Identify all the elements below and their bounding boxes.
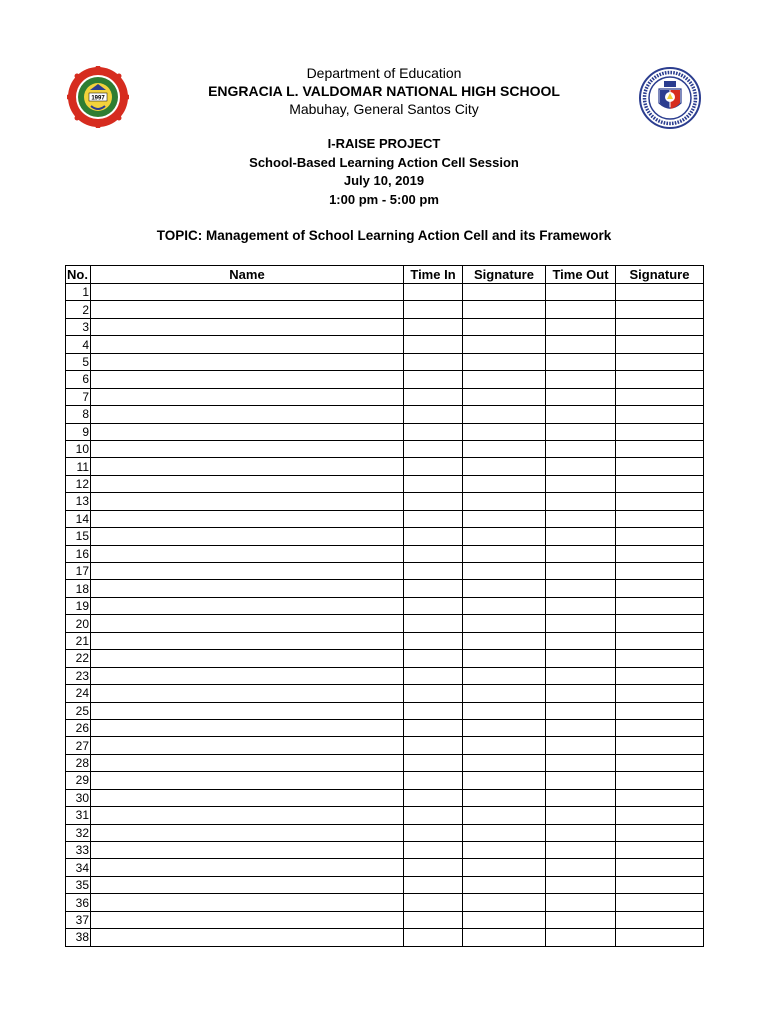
- signature-in-cell[interactable]: [463, 842, 546, 859]
- time-out-cell[interactable]: [546, 789, 616, 806]
- column-header-name: Name: [91, 266, 404, 284]
- signature-out-cell[interactable]: [616, 301, 704, 318]
- time-out-cell[interactable]: [546, 440, 616, 457]
- time-in-cell[interactable]: [404, 406, 463, 423]
- signature-out-cell[interactable]: [616, 528, 704, 545]
- time-in-cell[interactable]: [404, 719, 463, 736]
- table-row: [66, 754, 704, 771]
- time-out-cell[interactable]: [546, 528, 616, 545]
- time-in-cell[interactable]: [404, 842, 463, 859]
- signature-in-cell[interactable]: [463, 929, 546, 946]
- signature-out-cell[interactable]: [616, 563, 704, 580]
- signature-out-cell[interactable]: [616, 336, 704, 353]
- signature-in-cell[interactable]: [463, 423, 546, 440]
- name-cell[interactable]: [91, 388, 404, 405]
- time-in-cell[interactable]: [404, 685, 463, 702]
- signature-in-cell[interactable]: [463, 440, 546, 457]
- time-out-cell[interactable]: [546, 284, 616, 301]
- time-in-cell[interactable]: [404, 911, 463, 928]
- column-header-time-out: Time Out: [546, 266, 616, 284]
- table-row: [66, 406, 704, 423]
- table-row: [66, 458, 704, 475]
- signature-in-cell[interactable]: [463, 789, 546, 806]
- table-row: [66, 737, 704, 754]
- row-number: 25: [66, 702, 91, 719]
- row-number: 10: [66, 440, 91, 457]
- signature-out-cell[interactable]: [616, 318, 704, 335]
- signature-out-cell[interactable]: [616, 772, 704, 789]
- signature-in-cell[interactable]: [463, 493, 546, 510]
- signature-in-cell[interactable]: [463, 894, 546, 911]
- name-cell[interactable]: [91, 353, 404, 370]
- time-in-cell[interactable]: [404, 894, 463, 911]
- signature-out-cell[interactable]: [616, 493, 704, 510]
- time-in-cell[interactable]: [404, 336, 463, 353]
- signature-in-cell[interactable]: [463, 336, 546, 353]
- table-row: [66, 615, 704, 632]
- signature-in-cell[interactable]: [463, 702, 546, 719]
- time-in-cell[interactable]: [404, 597, 463, 614]
- table-row: [66, 859, 704, 876]
- signature-in-cell[interactable]: [463, 772, 546, 789]
- signature-out-cell[interactable]: [616, 789, 704, 806]
- time-out-cell[interactable]: [546, 615, 616, 632]
- time-in-cell[interactable]: [404, 632, 463, 649]
- signature-in-cell[interactable]: [463, 632, 546, 649]
- name-cell[interactable]: [91, 371, 404, 388]
- time-out-cell[interactable]: [546, 685, 616, 702]
- signature-in-cell[interactable]: [463, 597, 546, 614]
- row-number: 7: [66, 388, 91, 405]
- time-out-cell[interactable]: [546, 859, 616, 876]
- session-topic: TOPIC: Management of School Learning Action Cell and its Framework: [156, 228, 612, 243]
- signature-in-cell[interactable]: [463, 859, 546, 876]
- signature-out-cell[interactable]: [616, 824, 704, 841]
- time-in-cell[interactable]: [404, 859, 463, 876]
- time-out-cell[interactable]: [546, 475, 616, 492]
- signature-out-cell[interactable]: [616, 440, 704, 457]
- time-in-cell[interactable]: [404, 615, 463, 632]
- name-cell[interactable]: [91, 597, 404, 614]
- time-out-cell[interactable]: [546, 510, 616, 527]
- signature-in-cell[interactable]: [463, 754, 546, 771]
- time-out-cell[interactable]: [546, 754, 616, 771]
- name-cell[interactable]: [91, 510, 404, 527]
- row-number: 35: [66, 876, 91, 893]
- time-in-cell[interactable]: [404, 580, 463, 597]
- time-out-cell[interactable]: [546, 580, 616, 597]
- row-number: 8: [66, 406, 91, 423]
- signature-out-cell[interactable]: [616, 685, 704, 702]
- time-out-cell[interactable]: [546, 545, 616, 562]
- name-cell[interactable]: [91, 842, 404, 859]
- row-number: 14: [66, 510, 91, 527]
- row-number: 32: [66, 824, 91, 841]
- row-number: 21: [66, 632, 91, 649]
- row-number: 16: [66, 545, 91, 562]
- time-in-cell[interactable]: [404, 702, 463, 719]
- time-out-cell[interactable]: [546, 371, 616, 388]
- signature-in-cell[interactable]: [463, 563, 546, 580]
- time-out-cell[interactable]: [546, 737, 616, 754]
- name-cell[interactable]: [91, 754, 404, 771]
- table-row: [66, 632, 704, 649]
- name-cell[interactable]: [91, 650, 404, 667]
- name-cell[interactable]: [91, 563, 404, 580]
- time-out-cell[interactable]: [546, 719, 616, 736]
- name-cell[interactable]: [91, 667, 404, 684]
- signature-in-cell[interactable]: [463, 737, 546, 754]
- signature-out-cell[interactable]: [616, 371, 704, 388]
- row-number: 37: [66, 911, 91, 928]
- table-row: [66, 510, 704, 527]
- table-row: [66, 545, 704, 562]
- column-header-signature-in: Signature: [463, 266, 546, 284]
- signature-in-cell[interactable]: [463, 388, 546, 405]
- signature-out-cell[interactable]: [616, 510, 704, 527]
- session-time: 1:00 pm - 5:00 pm: [329, 191, 439, 207]
- row-number: 31: [66, 807, 91, 824]
- table-row: [66, 650, 704, 667]
- row-number: 20: [66, 615, 91, 632]
- name-cell[interactable]: [91, 894, 404, 911]
- signature-in-cell[interactable]: [463, 475, 546, 492]
- time-in-cell[interactable]: [404, 475, 463, 492]
- row-number: 38: [66, 929, 91, 946]
- signature-out-cell[interactable]: [616, 876, 704, 893]
- name-cell[interactable]: [91, 301, 404, 318]
- name-cell[interactable]: [91, 807, 404, 824]
- row-number: 30: [66, 789, 91, 806]
- time-in-cell[interactable]: [404, 371, 463, 388]
- row-number: 33: [66, 842, 91, 859]
- table-row: [66, 440, 704, 457]
- table-row: [66, 336, 704, 353]
- department-name: Department of Education: [306, 65, 462, 81]
- signature-in-cell[interactable]: [463, 284, 546, 301]
- signature-out-cell[interactable]: [616, 597, 704, 614]
- table-row: [66, 824, 704, 841]
- table-row: [66, 876, 704, 893]
- signature-out-cell[interactable]: [616, 632, 704, 649]
- name-cell[interactable]: [91, 406, 404, 423]
- column-header-time-in: Time In: [404, 266, 463, 284]
- signature-in-cell[interactable]: [463, 650, 546, 667]
- seal-year: 1997: [91, 95, 105, 102]
- time-in-cell[interactable]: [404, 458, 463, 475]
- time-in-cell[interactable]: [404, 423, 463, 440]
- table-row: [66, 719, 704, 736]
- signature-in-cell[interactable]: [463, 528, 546, 545]
- signature-out-cell[interactable]: [616, 353, 704, 370]
- table-row: [66, 667, 704, 684]
- table-row: [66, 807, 704, 824]
- column-header-no: No.: [66, 266, 91, 284]
- row-number: 36: [66, 894, 91, 911]
- signature-in-cell[interactable]: [463, 545, 546, 562]
- table-row: [66, 528, 704, 545]
- table-row: [66, 772, 704, 789]
- time-out-cell[interactable]: [546, 423, 616, 440]
- time-out-cell[interactable]: [546, 650, 616, 667]
- name-cell[interactable]: [91, 876, 404, 893]
- row-number: 27: [66, 737, 91, 754]
- time-in-cell[interactable]: [404, 737, 463, 754]
- time-out-cell[interactable]: [546, 929, 616, 946]
- table-row: [66, 597, 704, 614]
- signature-out-cell[interactable]: [616, 650, 704, 667]
- signature-in-cell[interactable]: [463, 685, 546, 702]
- school-name: ENGRACIA L. VALDOMAR NATIONAL HIGH SCHOOL: [208, 83, 560, 99]
- signature-out-cell[interactable]: [616, 894, 704, 911]
- table-row: [66, 284, 704, 301]
- signature-out-cell[interactable]: [616, 737, 704, 754]
- time-out-cell[interactable]: [546, 667, 616, 684]
- time-out-cell[interactable]: [546, 563, 616, 580]
- session-date: July 10, 2019: [343, 173, 425, 188]
- name-cell[interactable]: [91, 685, 404, 702]
- time-in-cell[interactable]: [404, 772, 463, 789]
- name-cell[interactable]: [91, 615, 404, 632]
- signature-in-cell[interactable]: [463, 615, 546, 632]
- row-number: 26: [66, 719, 91, 736]
- row-number: 2: [66, 301, 91, 318]
- time-in-cell[interactable]: [404, 876, 463, 893]
- row-number: 22: [66, 650, 91, 667]
- name-cell[interactable]: [91, 737, 404, 754]
- time-out-cell[interactable]: [546, 388, 616, 405]
- name-cell[interactable]: [91, 545, 404, 562]
- signature-in-cell[interactable]: [463, 667, 546, 684]
- signature-in-cell[interactable]: [463, 406, 546, 423]
- signature-in-cell[interactable]: [463, 353, 546, 370]
- signature-in-cell[interactable]: [463, 458, 546, 475]
- time-out-cell[interactable]: [546, 842, 616, 859]
- table-row: [66, 702, 704, 719]
- signature-out-cell[interactable]: [616, 458, 704, 475]
- signature-out-cell[interactable]: [616, 388, 704, 405]
- table-row: [66, 911, 704, 928]
- table-row: [66, 371, 704, 388]
- time-in-cell[interactable]: [404, 440, 463, 457]
- name-cell[interactable]: [91, 911, 404, 928]
- row-number: 18: [66, 580, 91, 597]
- signature-out-cell[interactable]: [616, 475, 704, 492]
- time-in-cell[interactable]: [404, 353, 463, 370]
- name-cell[interactable]: [91, 475, 404, 492]
- signature-out-cell[interactable]: [616, 702, 704, 719]
- table-row: [66, 475, 704, 492]
- time-in-cell[interactable]: [404, 754, 463, 771]
- time-out-cell[interactable]: [546, 824, 616, 841]
- signature-out-cell[interactable]: [616, 911, 704, 928]
- signature-out-cell[interactable]: [616, 859, 704, 876]
- table-row: [66, 388, 704, 405]
- attendance-table: [65, 265, 704, 947]
- time-out-cell[interactable]: [546, 493, 616, 510]
- row-number: 6: [66, 371, 91, 388]
- signature-in-cell[interactable]: [463, 876, 546, 893]
- time-out-cell[interactable]: [546, 597, 616, 614]
- table-row: [66, 493, 704, 510]
- signature-in-cell[interactable]: [463, 824, 546, 841]
- time-in-cell[interactable]: [404, 929, 463, 946]
- signature-out-cell[interactable]: [616, 842, 704, 859]
- time-out-cell[interactable]: [546, 772, 616, 789]
- table-row: [66, 423, 704, 440]
- row-number: 17: [66, 563, 91, 580]
- row-number: 4: [66, 336, 91, 353]
- row-number: 1: [66, 284, 91, 301]
- signature-in-cell[interactable]: [463, 719, 546, 736]
- project-title: I-RAISE PROJECT: [327, 136, 441, 151]
- name-cell[interactable]: [91, 284, 404, 301]
- table-row: [66, 685, 704, 702]
- time-out-cell[interactable]: [546, 911, 616, 928]
- name-cell[interactable]: [91, 859, 404, 876]
- signature-in-cell[interactable]: [463, 807, 546, 824]
- signature-out-cell[interactable]: [616, 406, 704, 423]
- time-out-cell[interactable]: [546, 702, 616, 719]
- table-row: [66, 789, 704, 806]
- row-number: 5: [66, 353, 91, 370]
- row-number: 24: [66, 685, 91, 702]
- time-in-cell[interactable]: [404, 528, 463, 545]
- row-number: 34: [66, 859, 91, 876]
- signature-out-cell[interactable]: [616, 667, 704, 684]
- signature-in-cell[interactable]: [463, 580, 546, 597]
- school-address: Mabuhay, General Santos City: [289, 101, 479, 117]
- time-out-cell[interactable]: [546, 336, 616, 353]
- time-in-cell[interactable]: [404, 301, 463, 318]
- signature-out-cell[interactable]: [616, 807, 704, 824]
- signature-out-cell[interactable]: [616, 754, 704, 771]
- time-in-cell[interactable]: [404, 545, 463, 562]
- time-in-cell[interactable]: [404, 824, 463, 841]
- signature-out-cell[interactable]: [616, 929, 704, 946]
- session-title: School-Based Learning Action Cell Session: [249, 154, 519, 170]
- name-cell[interactable]: [91, 493, 404, 510]
- time-out-cell[interactable]: [546, 632, 616, 649]
- time-in-cell[interactable]: [404, 650, 463, 667]
- time-in-cell[interactable]: [404, 493, 463, 510]
- table-row: [66, 353, 704, 370]
- time-in-cell[interactable]: [404, 284, 463, 301]
- signature-out-cell[interactable]: [616, 580, 704, 597]
- time-out-cell[interactable]: [546, 301, 616, 318]
- name-cell[interactable]: [91, 318, 404, 335]
- time-in-cell[interactable]: [404, 789, 463, 806]
- time-out-cell[interactable]: [546, 894, 616, 911]
- table-body: [66, 284, 704, 947]
- table-row: [66, 563, 704, 580]
- row-number: 11: [66, 458, 91, 475]
- row-number: 13: [66, 493, 91, 510]
- name-cell[interactable]: [91, 580, 404, 597]
- name-cell[interactable]: [91, 632, 404, 649]
- time-in-cell[interactable]: [404, 318, 463, 335]
- table-row: [66, 929, 704, 946]
- row-number: 15: [66, 528, 91, 545]
- name-cell[interactable]: [91, 528, 404, 545]
- time-out-cell[interactable]: [546, 406, 616, 423]
- name-cell[interactable]: [91, 458, 404, 475]
- signature-out-cell[interactable]: [616, 719, 704, 736]
- signature-out-cell[interactable]: [616, 545, 704, 562]
- name-cell[interactable]: [91, 702, 404, 719]
- row-number: 23: [66, 667, 91, 684]
- name-cell[interactable]: [91, 824, 404, 841]
- time-out-cell[interactable]: [546, 876, 616, 893]
- name-cell[interactable]: [91, 440, 404, 457]
- row-number: 3: [66, 318, 91, 335]
- time-out-cell[interactable]: [546, 318, 616, 335]
- table-row: [66, 842, 704, 859]
- signature-in-cell[interactable]: [463, 510, 546, 527]
- name-cell[interactable]: [91, 719, 404, 736]
- name-cell[interactable]: [91, 336, 404, 353]
- signature-in-cell[interactable]: [463, 371, 546, 388]
- table-row: [66, 580, 704, 597]
- signature-in-cell[interactable]: [463, 318, 546, 335]
- signature-in-cell[interactable]: [463, 301, 546, 318]
- row-number: 9: [66, 423, 91, 440]
- name-cell[interactable]: [91, 789, 404, 806]
- time-in-cell[interactable]: [404, 667, 463, 684]
- signature-out-cell[interactable]: [616, 284, 704, 301]
- time-in-cell[interactable]: [404, 807, 463, 824]
- time-in-cell[interactable]: [404, 510, 463, 527]
- signature-out-cell[interactable]: [616, 423, 704, 440]
- name-cell[interactable]: [91, 423, 404, 440]
- table-header-row: [66, 266, 704, 284]
- time-out-cell[interactable]: [546, 353, 616, 370]
- row-number: 19: [66, 597, 91, 614]
- signature-in-cell[interactable]: [463, 911, 546, 928]
- name-cell[interactable]: [91, 772, 404, 789]
- time-in-cell[interactable]: [404, 388, 463, 405]
- document-header: [0, 64, 768, 245]
- time-in-cell[interactable]: [404, 563, 463, 580]
- table-row: [66, 318, 704, 335]
- time-out-cell[interactable]: [546, 807, 616, 824]
- table-row: [66, 894, 704, 911]
- time-out-cell[interactable]: [546, 458, 616, 475]
- name-cell[interactable]: [91, 929, 404, 946]
- table-row: [66, 301, 704, 318]
- row-number: 12: [66, 475, 91, 492]
- signature-out-cell[interactable]: [616, 615, 704, 632]
- row-number: 28: [66, 754, 91, 771]
- column-header-signature-out: Signature: [616, 266, 704, 284]
- row-number: 29: [66, 772, 91, 789]
